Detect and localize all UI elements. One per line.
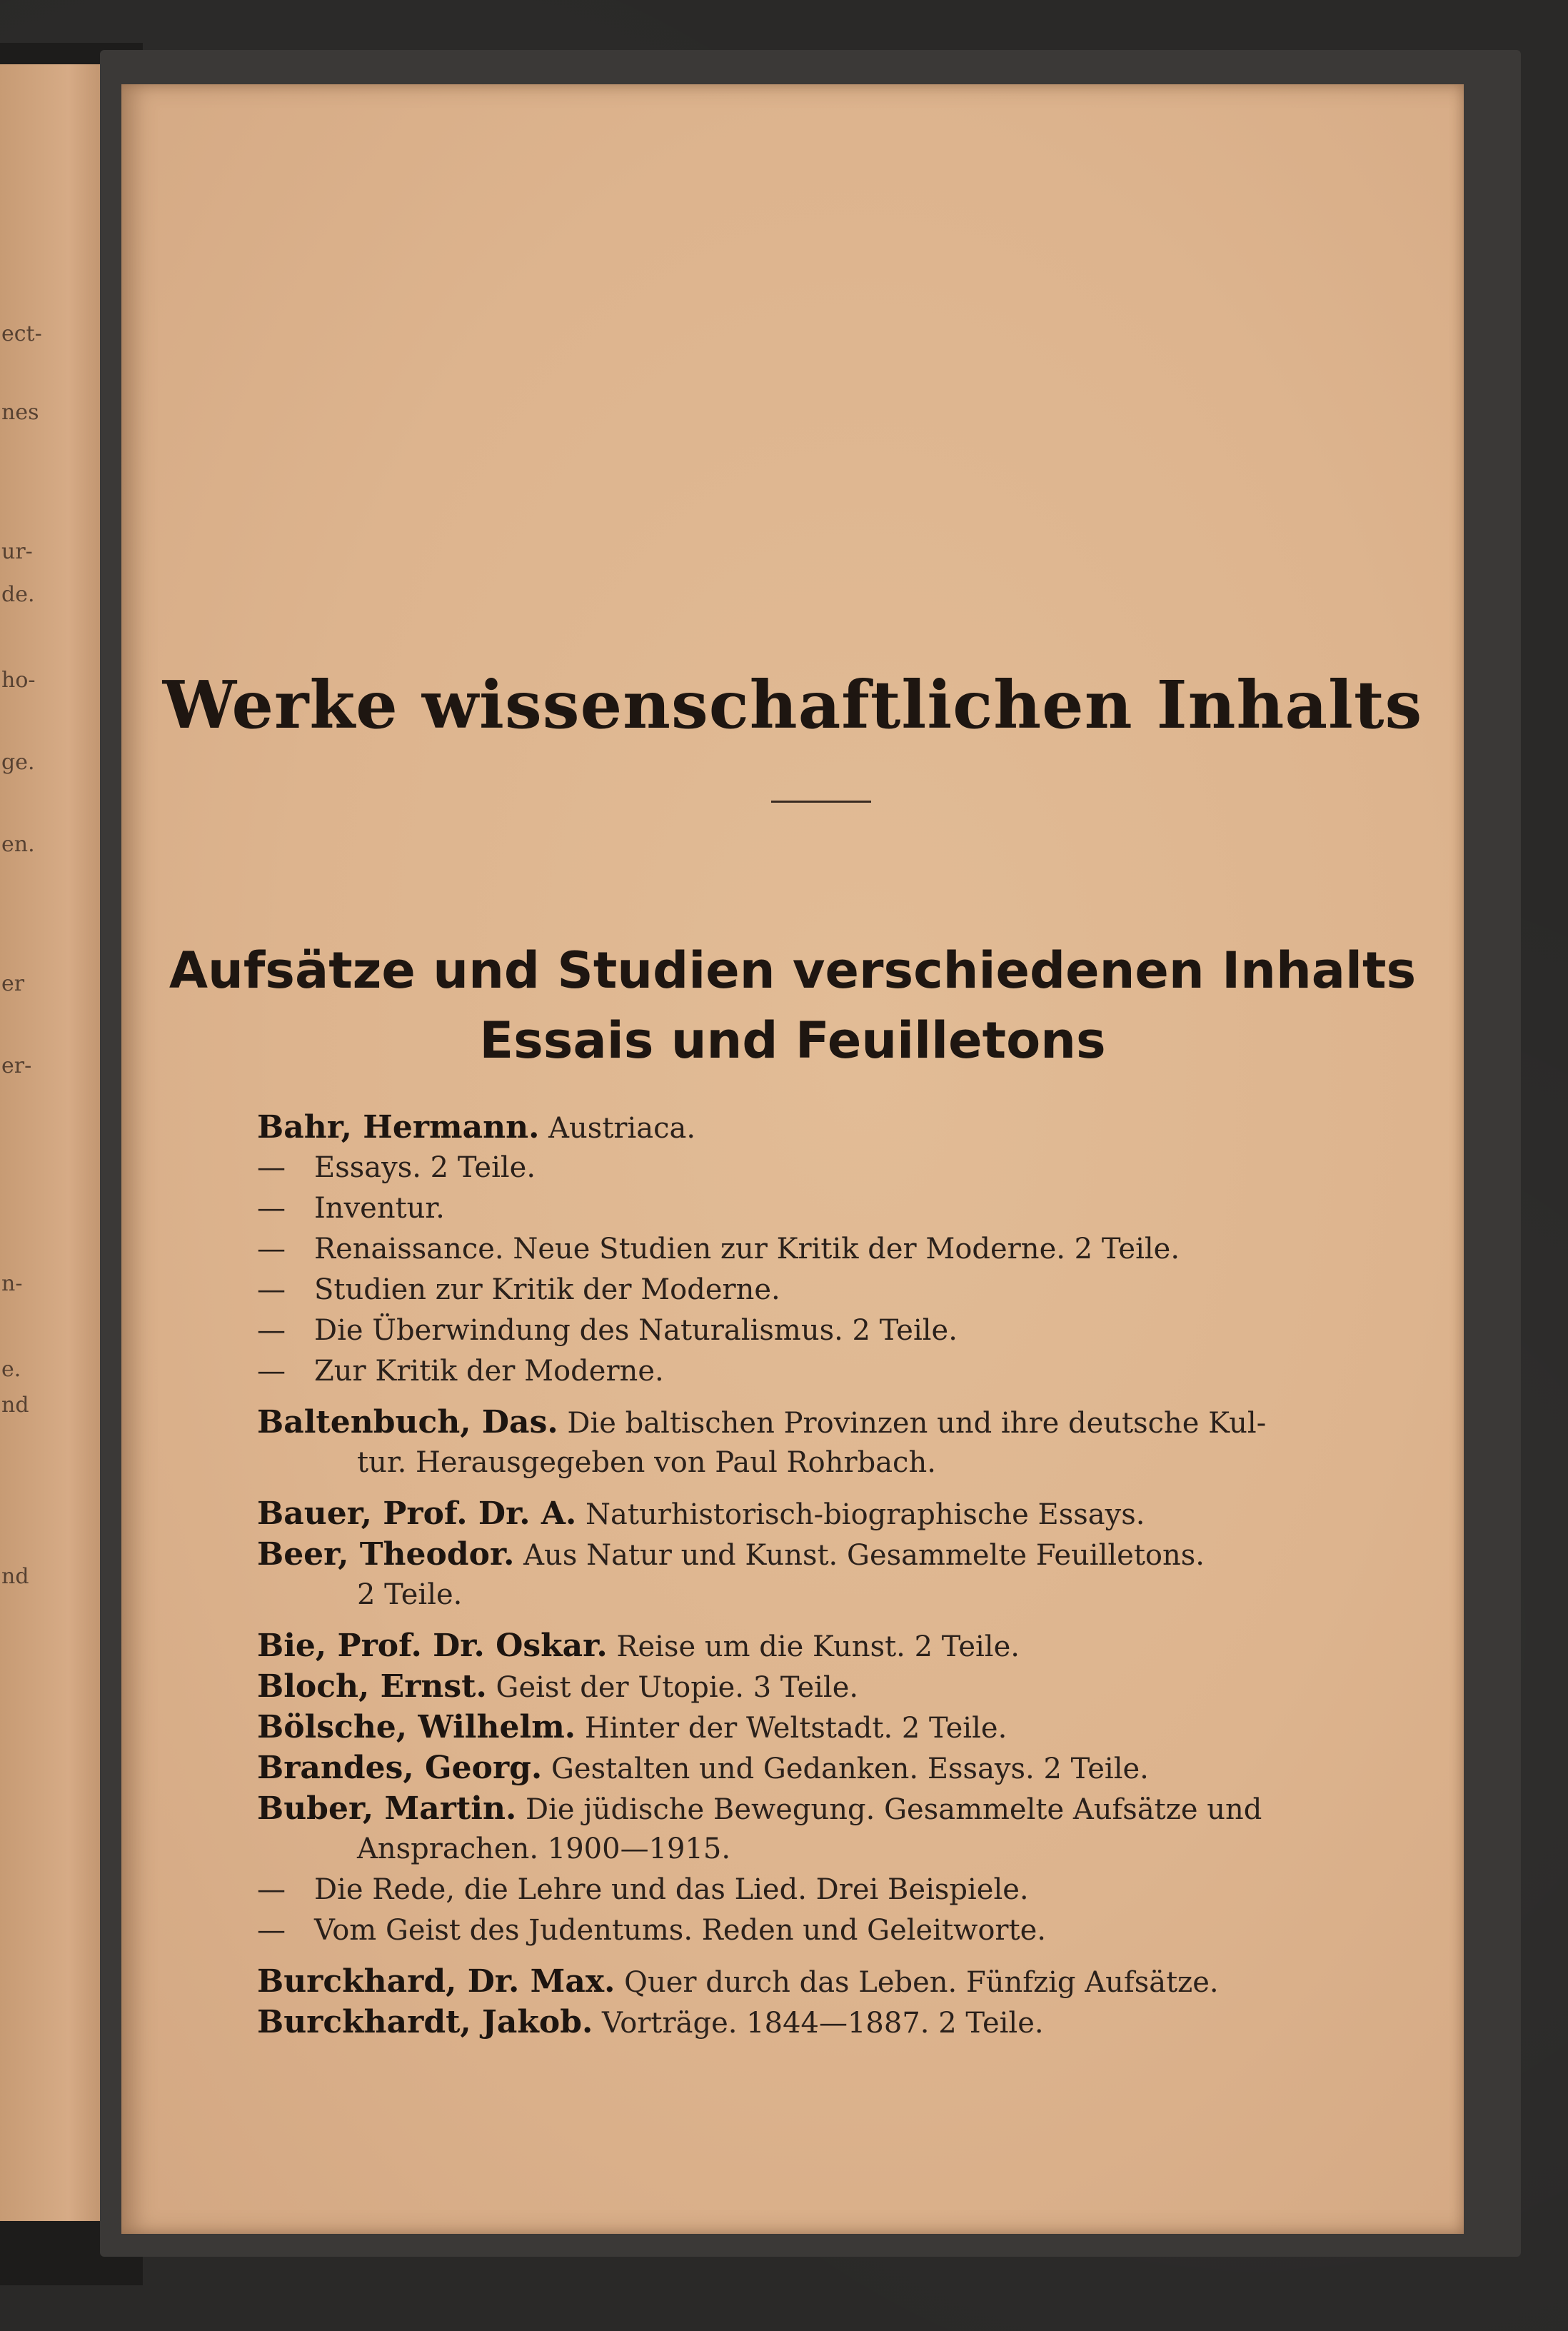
ditto-dash: — xyxy=(257,1355,286,1388)
ditto-dash: — xyxy=(257,1914,286,1947)
ditto-dash: — xyxy=(257,1192,286,1225)
work-title: Renaissance. Neue Studien zur Kritik der Moderne. 2 Teile. xyxy=(314,1233,1180,1265)
author-name: Bauer, Prof. Dr. A. xyxy=(257,1495,577,1532)
author-name: Burckhard, Dr. Max. xyxy=(257,1963,615,2000)
left-fragment: nd xyxy=(1,1564,29,1589)
list-item xyxy=(257,1748,1371,1788)
work-title: Die jüdische Bewegung. Gesammelte Aufsätze und xyxy=(526,1793,1262,1826)
author-name: Buber, Martin. xyxy=(257,1790,517,1827)
ditto-dash: — xyxy=(257,1314,286,1347)
work-title: Austriaca. xyxy=(548,1112,696,1145)
left-fragment: en. xyxy=(1,832,35,857)
list-item xyxy=(257,1148,1371,1188)
work-title: Naturhistorisch-biographische Essays. xyxy=(586,1498,1145,1531)
work-title: Reise um die Kunst. 2 Teile. xyxy=(616,1630,1020,1663)
work-title: Vorträge. 1844—1887. 2 Teile. xyxy=(602,2007,1044,2040)
ditto-dash: — xyxy=(257,1273,286,1306)
list-item xyxy=(257,1270,1371,1310)
left-fragment: nes xyxy=(1,400,39,425)
left-fragment: nd xyxy=(1,1393,29,1418)
work-title: Geist der Utopie. 3 Teile. xyxy=(496,1671,859,1704)
work-title: Zur Kritik der Moderne. xyxy=(314,1355,664,1388)
work-title: Inventur. xyxy=(314,1192,445,1225)
work-title: Studien zur Kritik der Moderne. xyxy=(314,1273,780,1306)
work-title: Vom Geist des Judentums. Reden und Geleitworte. xyxy=(314,1914,1046,1947)
work-title: Essays. 2 Teile. xyxy=(314,1151,536,1184)
left-fragment: e. xyxy=(1,1357,21,1382)
list-item xyxy=(257,1402,1371,1443)
list-item xyxy=(257,1107,1371,1148)
ditto-dash: — xyxy=(257,1151,286,1184)
list-item xyxy=(257,1229,1371,1270)
work-title: Die baltischen Provinzen und ihre deutsche Kul- xyxy=(567,1407,1267,1440)
work-title-continued: 2 Teile. xyxy=(357,1578,463,1611)
ditto-dash: — xyxy=(257,1233,286,1265)
work-title-continued: tur. Herausgegeben von Paul Rohrbach. xyxy=(357,1446,936,1479)
left-fragment: ge. xyxy=(1,750,35,775)
list-item-continuation xyxy=(257,1829,1371,1870)
list-item xyxy=(257,1310,1371,1351)
list-item xyxy=(257,1534,1371,1575)
author-name: Brandes, Georg. xyxy=(257,1750,543,1786)
list-item xyxy=(257,1351,1371,1392)
author-name: Baltenbuch, Das. xyxy=(257,1404,558,1440)
list-item xyxy=(257,1666,1371,1707)
page-title: Werke wissenschaftlichen Inhalts xyxy=(162,666,1423,743)
left-fragment: ho- xyxy=(1,668,36,693)
left-page-text-fragments xyxy=(0,64,43,2221)
author-name: Bie, Prof. Dr. Oskar. xyxy=(257,1628,608,1664)
list-item xyxy=(257,1707,1371,1748)
work-title-continued: Ansprachen. 1900—1915. xyxy=(357,1833,731,1865)
work-title: Aus Natur und Kunst. Gesammelte Feuilletons. xyxy=(523,1539,1205,1572)
author-name: Beer, Theodor. xyxy=(257,1536,515,1573)
author-name: Bölsche, Wilhelm. xyxy=(257,1709,576,1745)
list-item xyxy=(257,1788,1371,1829)
list-item xyxy=(257,1625,1371,1666)
list-item xyxy=(257,1493,1371,1534)
title-divider xyxy=(771,801,871,803)
list-item xyxy=(257,1961,1371,2002)
left-fragment: er- xyxy=(1,1053,32,1078)
right-page xyxy=(121,84,1464,2234)
work-title: Gestalten und Gedanken. Essays. 2 Teile. xyxy=(551,1753,1149,1785)
ditto-dash: — xyxy=(257,1873,286,1906)
left-fragment: er xyxy=(1,971,25,996)
author-name: Burckhardt, Jakob. xyxy=(257,2004,593,2040)
work-title: Die Rede, die Lehre und das Lied. Drei Beispiele. xyxy=(314,1873,1029,1906)
bibliography-list xyxy=(257,1107,1371,2042)
left-fragment: de. xyxy=(1,582,35,607)
work-title: Die Überwindung des Naturalismus. 2 Teile. xyxy=(314,1314,958,1347)
author-name: Bahr, Hermann. xyxy=(257,1109,540,1146)
section-heading: Aufsätze und Studien verschiedenen Inhalts xyxy=(169,941,1417,1000)
left-fragment: ect- xyxy=(1,321,42,346)
list-item xyxy=(257,2002,1371,2042)
left-fragment: n- xyxy=(1,1271,23,1296)
list-item-continuation xyxy=(257,1443,1371,1483)
list-item xyxy=(257,1910,1371,1951)
work-title: Hinter der Weltstadt. 2 Teile. xyxy=(584,1712,1007,1745)
author-name: Bloch, Ernst. xyxy=(257,1668,487,1705)
work-title: Quer durch das Leben. Fünfzig Aufsätze. xyxy=(624,1966,1219,1999)
section-subheading: Essais und Feuilletons xyxy=(479,1011,1106,1070)
list-item xyxy=(257,1188,1371,1229)
list-item xyxy=(257,1870,1371,1910)
list-item-continuation xyxy=(257,1575,1371,1615)
left-fragment: ur- xyxy=(1,539,33,564)
